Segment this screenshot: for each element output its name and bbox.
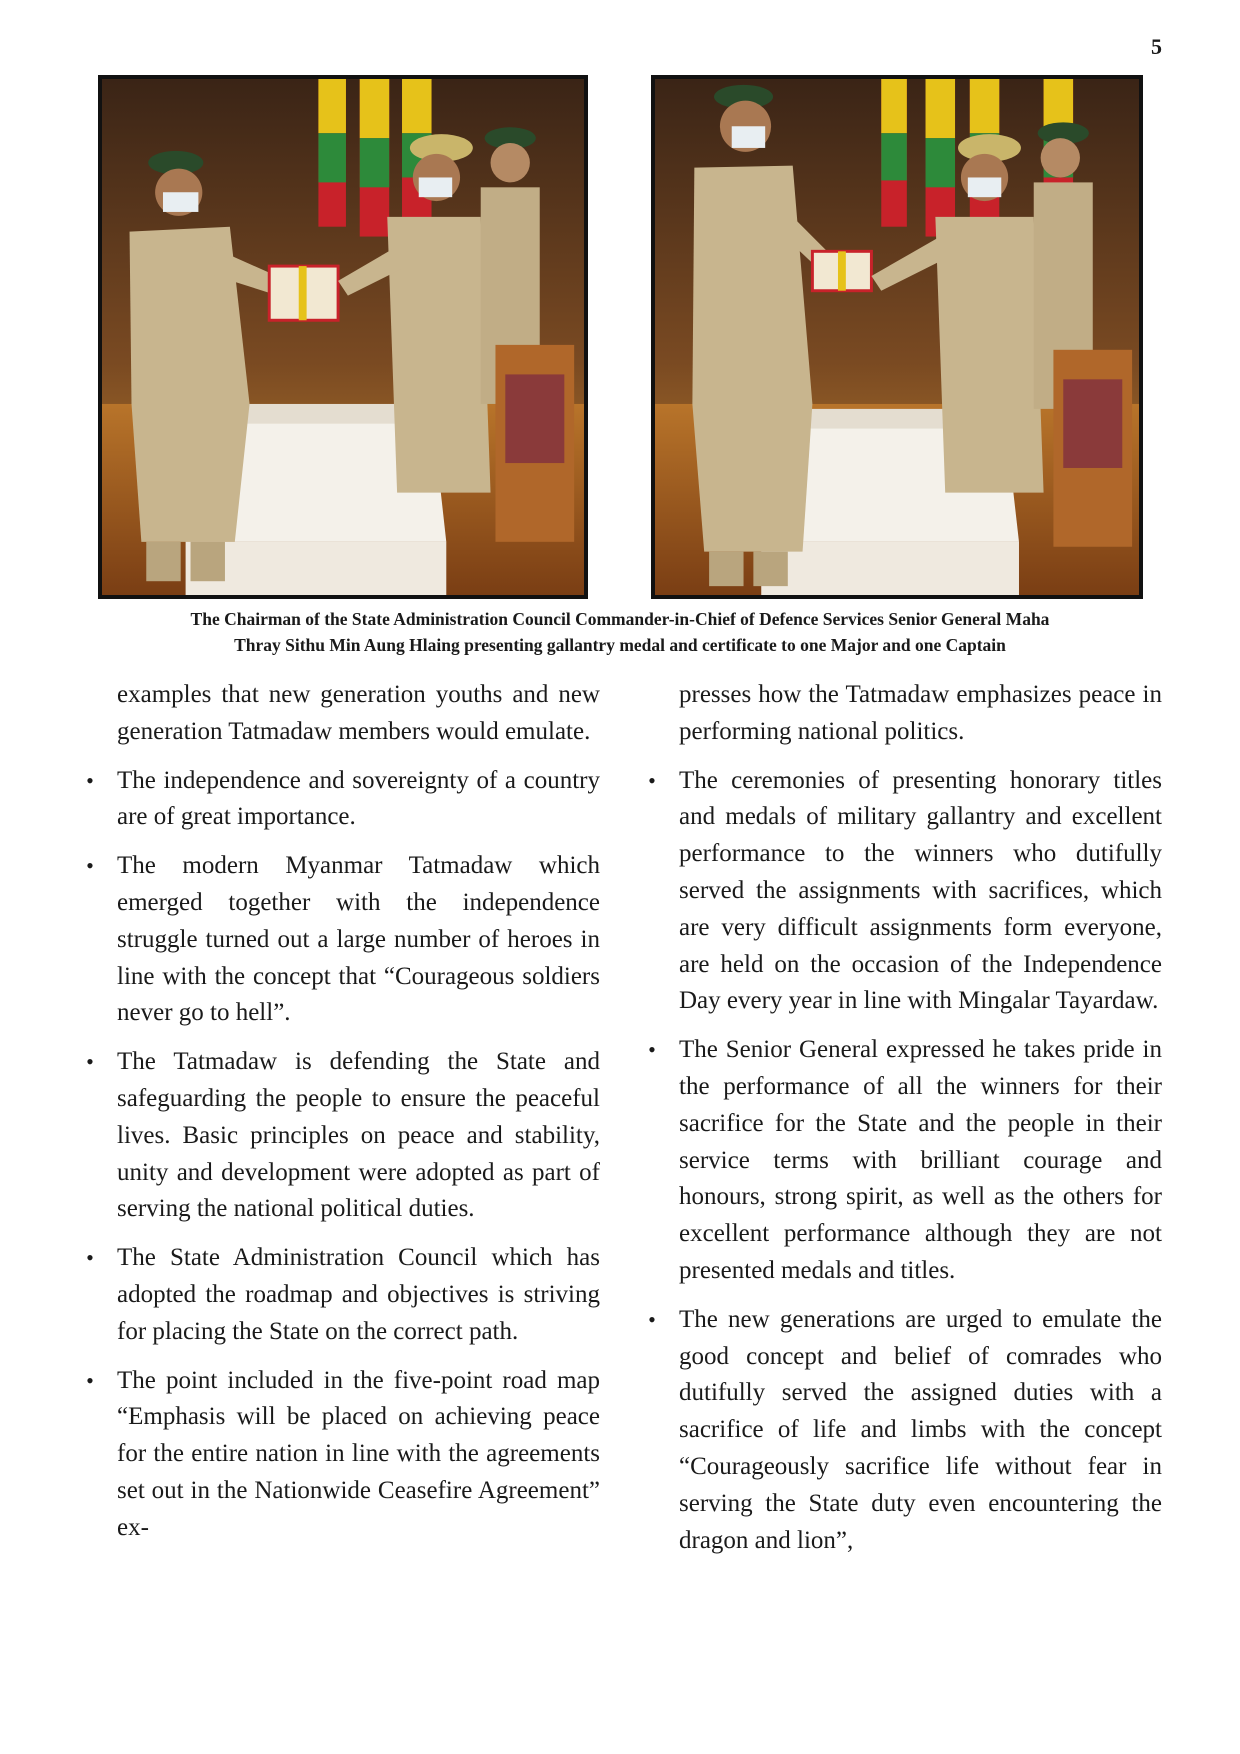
bullet-icon: • [648, 1306, 656, 1332]
list-item [642, 1032, 1162, 1290]
ceremony-photo-right [651, 75, 1143, 599]
list-item-text: The State Administration Council which has adopted the roadmap and objectives is striving for placing the State on the correct path. [117, 1244, 600, 1345]
ceremony-photo-left-illustration [102, 79, 584, 595]
right-bullet-list [642, 763, 1162, 1560]
left-column [80, 677, 600, 1559]
list-item [80, 1240, 600, 1350]
bullet-icon: • [86, 767, 94, 793]
list-item-text: The new generations are urged to emulate the good concept and belief of comrades who dutifully served the assigned duties with a sacrifice of life and limbs with the concept “Courageously sacrifice life without fear in serving the State duty even encountering the dragon and lion”, [679, 1305, 1162, 1554]
right-column [642, 677, 1162, 1571]
list-item [80, 848, 600, 1032]
left-continuation-paragraph: examples that new generation youths and new generation Tatmadaw members would emulate. [117, 681, 600, 745]
bullet-icon: • [86, 1049, 94, 1075]
list-item [80, 1363, 600, 1547]
list-item [642, 1302, 1162, 1560]
page-number: 5 [1151, 34, 1162, 59]
bullet-icon: • [86, 1245, 94, 1271]
bullet-icon: • [86, 853, 94, 879]
list-item-text: The Tatmadaw is defending the State and safeguarding the people to ensure the peaceful lives. Basic principles on peace and stability, unity and development were adopted as part of serving the national political duties. [117, 1048, 600, 1223]
bullet-icon: • [648, 767, 656, 793]
bullet-icon: • [86, 1367, 94, 1393]
list-item-text: The independence and sovereignty of a country are of great importance. [117, 766, 600, 831]
list-item-text: The modern Myanmar Tatmadaw which emerged together with the independence struggle turned out a large number of heroes in line with the concept that “Courageous soldiers never go to hell”. [117, 852, 600, 1027]
list-item-text: The point included in the five-point road map “Emphasis will be placed on achieving peace for the entire nation in line with the agreements set out in the Nationwide Ceasefire Agreement” ex- [117, 1366, 600, 1541]
left-bullet-list [80, 763, 600, 1547]
list-item-text: The ceremonies of presenting honorary titles and medals of military gallantry and excellent performance to the winners who dutifully served the assignments with sacrifices, which are very difficult assignments form everyone, are held on the occasion of the Independence Day every year in line with Mingalar Tayardaw. [679, 766, 1162, 1015]
list-item [80, 763, 600, 837]
list-item [642, 763, 1162, 1021]
bullet-icon: • [648, 1037, 656, 1063]
list-item-text: The Senior General expressed he takes pride in the performance of all the winners for their sacrifice for the State and the people in their service terms with brilliant courage and honours, strong spirit, as well as the others for excellent performance although they are not presented medals and titles. [679, 1036, 1162, 1284]
ceremony-photo-left [98, 75, 588, 599]
caption-line-2: Thray Sithu Min Aung Hlaing presenting gallantry medal and certificate to one Major and one Captain [234, 635, 1006, 655]
caption-line-1: The Chairman of the State Administration Council Commander-in-Chief of Defence Services Senior General Maha [190, 609, 1050, 629]
list-item [80, 1044, 600, 1228]
ceremony-photo-right-illustration [655, 79, 1139, 595]
photo-caption [60, 606, 1180, 658]
right-continuation-paragraph: presses how the Tatmadaw emphasizes peace in performing national politics. [679, 681, 1162, 745]
